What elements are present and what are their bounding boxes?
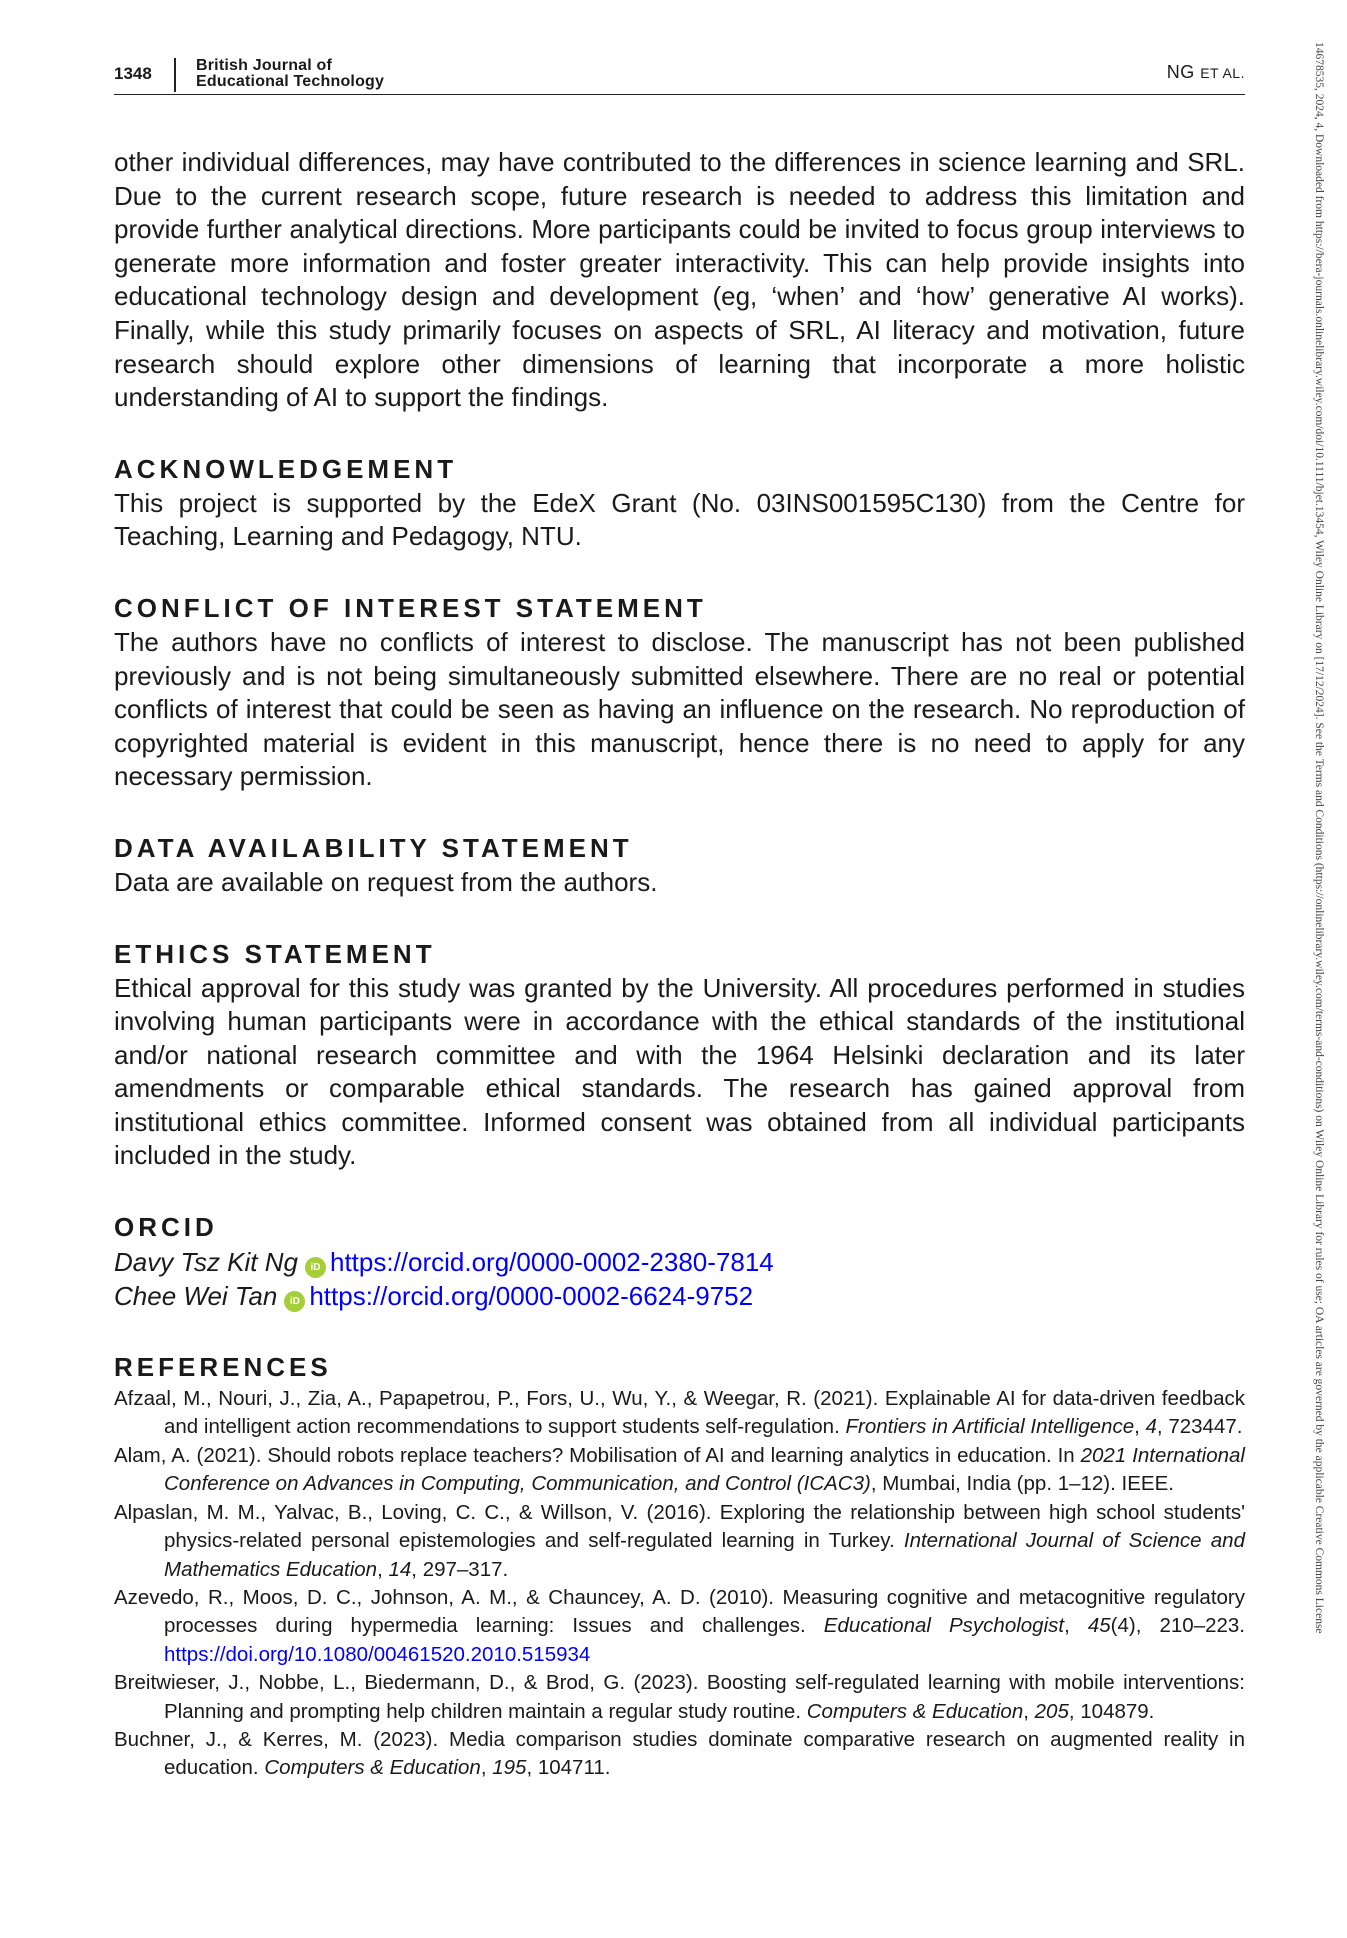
reference-item [114, 1726, 1245, 1783]
reference-item [114, 1385, 1245, 1442]
journal-name [196, 58, 384, 90]
reference-separator: , [1023, 1699, 1035, 1723]
orcid-author-name: Chee Wei Tan [114, 1281, 278, 1312]
reference-item [114, 1584, 1245, 1669]
orcid-heading: ORCID [114, 1212, 218, 1243]
reference-pages: , 104711. [526, 1756, 611, 1780]
reference-doi-link[interactable]: https://doi.org/10.1080/00461520.2010.515934 [164, 1642, 591, 1666]
reference-text: Breitwieser, J., Nobbe, L., Biedermann, D., & Brod, G. (2023). Boosting self-regulated learning with mobile interventions: Planning and prompting help children maintain a regular study routine. [114, 1671, 1245, 1723]
conflict-heading: CONFLICT OF INTEREST STATEMENT [114, 592, 707, 623]
reference-journal: 2021 International Conference on Advances in Computing, Communication, and Control (ICAC3) [164, 1443, 1245, 1496]
intro-paragraph: other individual differences, may have contributed to the differences in science learning and SRL. Due to the current research scope, future research is needed to address this limitation and provide further analytical directions. More participants could be invited to focus group interviews to generate more information and foster greater interactivity. This can help provide insights into educational technology design and development (eg, ‘when’ and ‘how’ generative AI works). Finally, while this study primarily focuses on aspects of SRL, AI literacy and motivation, future research should explore other dimensions of learning that incorporate a more holistic understanding of AI to support the findings. [114, 147, 1245, 413]
running-authors-main: NG [1166, 62, 1195, 82]
reference-text: Alam, A. (2021). Should robots replace teachers? Mobilisation of AI and learning analytics in education. In [114, 1443, 1081, 1467]
reference-text: Buchner, J., & Kerres, M. (2023). Media comparison studies dominate comparative research on augmented reality in education. [114, 1727, 1245, 1780]
header-divider [174, 58, 176, 92]
acknowledgement-text: This project is supported by the EdeX Grant (No. 03INS001595C130) from the Centre for Teaching, Learning and Pedagogy, NTU. [114, 487, 1245, 552]
reference-separator: , [377, 1557, 389, 1581]
journal-name-line2: Educational Technology [196, 73, 385, 90]
reference-journal: Educational Psychologist [823, 1614, 1065, 1638]
orcid-link[interactable]: https://orcid.org/0000-0002-2380-7814 [329, 1247, 774, 1278]
reference-pages: , 297–317. [411, 1557, 509, 1581]
orcid-entry [114, 1245, 1245, 1279]
reference-item [114, 1499, 1245, 1584]
reference-pages: , 104879. [1068, 1699, 1155, 1723]
orcid-list [114, 1245, 1245, 1313]
reference-item [114, 1442, 1245, 1499]
reference-list [114, 1385, 1245, 1783]
reference-volume: 14 [388, 1557, 412, 1581]
orcid-author-name: Davy Tsz Kit Ng [114, 1247, 298, 1278]
reference-pages: , Mumbai, India (pp. 1–12). IEEE. [870, 1472, 1174, 1496]
running-authors [1167, 62, 1245, 83]
orcid-icon: iD [284, 1291, 305, 1312]
reference-pages: (4), 210–223. [1110, 1614, 1245, 1638]
reference-journal: Frontiers in Artificial Intelligence [845, 1415, 1135, 1439]
reference-volume: 4 [1145, 1415, 1157, 1439]
reference-item [114, 1669, 1245, 1726]
running-header [114, 52, 1245, 95]
references-heading: REFERENCES [114, 1352, 332, 1383]
reference-journal: Computers & Education [264, 1756, 481, 1780]
data-availability-heading: DATA AVAILABILITY STATEMENT [114, 832, 633, 863]
page-number: 1348 [114, 64, 152, 83]
reference-journal: Computers & Education [806, 1699, 1024, 1723]
reference-separator: , [1064, 1614, 1088, 1638]
ethics-heading: ETHICS STATEMENT [114, 938, 436, 969]
orcid-link[interactable]: https://orcid.org/0000-0002-6624-9752 [309, 1281, 754, 1312]
reference-text: Alpaslan, M. M., Yalvac, B., Loving, C. C., & Willson, V. (2016). Exploring the relationship between high school students' physics-related personal epistemologies and self-regulated learning in Turkey. [114, 1500, 1245, 1553]
orcid-icon: iD [305, 1257, 326, 1278]
acknowledgement-heading: ACKNOWLEDGEMENT [114, 453, 458, 484]
reference-volume: 195 [492, 1756, 527, 1780]
download-notice: 14678535, 2024, 4, Downloaded from https://bera-journals.onlinelibrary.wiley.com/doi/10.1111/bjet.13454, Wiley Online Library on [17/12/2024]. See the Terms and Conditions (https://onlinelibrary.wiley.com/terms-and-conditions) on Wiley Online Library for rules of use; OA articles are governed by the applicable Creative Commons License [1313, 42, 1325, 1634]
reference-text: Azevedo, R., Moos, D. C., Johnson, A. M., & Chauncey, A. D. (2010). Measuring cognitive and metacognitive regulatory processes during hypermedia learning: Issues and challenges. [114, 1585, 1245, 1638]
reference-separator: , [480, 1756, 493, 1780]
article-body [114, 146, 1245, 1783]
data-availability-text: Data are available on request from the authors. [114, 866, 658, 897]
conflict-text: The authors have no conflicts of interest to disclose. The manuscript has not been published previously and is not being simultaneously submitted elsewhere. There are no real or potential conflicts of interest that could be seen as having an influence on the research. No reproduction of copyrighted material is evident in this manuscript, hence there is no need to apply for any necessary permission. [114, 626, 1245, 792]
reference-volume: 205 [1034, 1699, 1069, 1723]
reference-journal: International Journal of Science and Mathematics Education [164, 1529, 1245, 1581]
journal-name-line1: British Journal of [196, 57, 333, 74]
reference-volume: 45 [1087, 1614, 1111, 1638]
orcid-entry [114, 1279, 1245, 1313]
reference-pages: , 723447. [1156, 1415, 1243, 1439]
reference-separator: , [1134, 1415, 1146, 1439]
running-authors-suffix: ET AL. [1200, 65, 1245, 81]
ethics-text: Ethical approval for this study was granted by the University. All procedures performed in studies involving human participants were in accordance with the ethical standards of the institutional and/or national research committee and with the 1964 Helsinki declaration and its later amendments or comparable ethical standards. The research has gained approval from institutional ethics committee. Informed consent was obtained from all individual participants included in the study. [114, 972, 1245, 1171]
reference-text: Afzaal, M., Nouri, J., Zia, A., Papapetrou, P., Fors, U., Wu, Y., & Weegar, R. (2021). Explainable AI for data-driven feedback and intelligent action recommendations to support students self-regulation. [114, 1387, 1245, 1439]
